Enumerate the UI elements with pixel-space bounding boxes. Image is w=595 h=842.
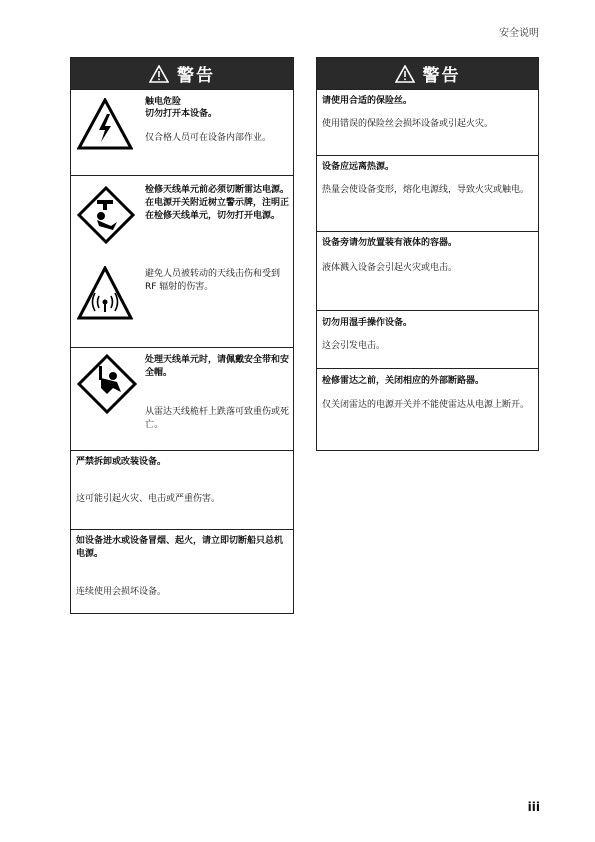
warning-heading-2: 切勿打开本设备。 (145, 109, 218, 119)
warning-heading: 如设备进水或设备冒烟、起火，请立即切断船只总机电源。 (76, 536, 284, 559)
warning-body: 这可能引起火灾、电击或严重伤害。 (76, 494, 221, 504)
warning-row-heat (317, 155, 538, 231)
fall-hazard-icon (77, 354, 137, 414)
warning-body: 仅合格人员可在设备内部作业。 (145, 133, 272, 143)
warning-banner (317, 58, 538, 89)
rf-radiation-icon (77, 266, 133, 320)
warning-body: 仅关闭雷达的电源开关并不能使雷达从电源上断开。 (322, 400, 530, 410)
warning-heading: 检修雷达之前，关闭相应的外部断路器。 (322, 376, 485, 386)
warning-heading: 请使用合适的保险丝。 (322, 96, 413, 106)
warning-title: 警告 (422, 66, 461, 86)
antenna-rotation-hazard-icon (77, 186, 135, 244)
warning-panel-left (70, 57, 294, 614)
warning-heading: 设备应远离热源。 (322, 162, 395, 172)
warning-row-water-smoke (71, 529, 293, 615)
warning-body: 这会引发电击。 (322, 341, 386, 351)
warning-body: 热量会使设备变形，熔化电源线，导致火灾或触电。 (322, 185, 530, 195)
warning-heading: 切勿用湿手操作设备。 (322, 318, 413, 328)
warning-row-no-disassemble (71, 450, 293, 529)
warning-row-fuse (317, 89, 538, 155)
warning-row-electric-shock (71, 89, 293, 175)
warning-row-safety-belt (71, 347, 293, 450)
warning-triangle-icon (395, 65, 415, 83)
warning-body: 避免人员被转动的天线击伤和受到 RF 辐射的伤害。 (145, 269, 281, 292)
warning-row-liquid (317, 231, 538, 310)
warning-title: 警告 (177, 66, 215, 86)
electric-shock-icon (77, 98, 133, 150)
warning-row-antenna (71, 175, 293, 347)
warning-heading: 设备旁请勿放置装有液体的容器。 (322, 238, 458, 248)
page-number: iii (527, 800, 540, 814)
warning-heading: 触电危险 (145, 97, 182, 107)
warning-heading: 处理天线单元时，请佩戴安全带和安全帽。 (145, 355, 290, 378)
section-title: 安全说明 (499, 28, 539, 39)
warning-row-wet-hands (317, 310, 538, 368)
warning-panel-right (316, 57, 539, 451)
warning-body: 从雷达天线桅杆上跌落可致重伤或死亡。 (145, 407, 290, 430)
warning-body: 使用错误的保险丝会损坏设备或引起火灾。 (322, 119, 494, 129)
warning-heading: 严禁拆卸或改装设备。 (76, 457, 167, 467)
warning-body: 液体溅入设备会引起火灾或电击。 (322, 263, 458, 273)
warning-row-breaker (317, 368, 538, 450)
warning-banner (71, 58, 293, 89)
warning-heading: 检修天线单元前必须切断雷达电源。在电源开关附近树立警示牌，注明正在检修天线单元，切勿打开电源。 (145, 185, 290, 221)
warning-triangle-icon (149, 65, 169, 83)
warning-body: 连续使用会损坏设备。 (76, 587, 167, 597)
